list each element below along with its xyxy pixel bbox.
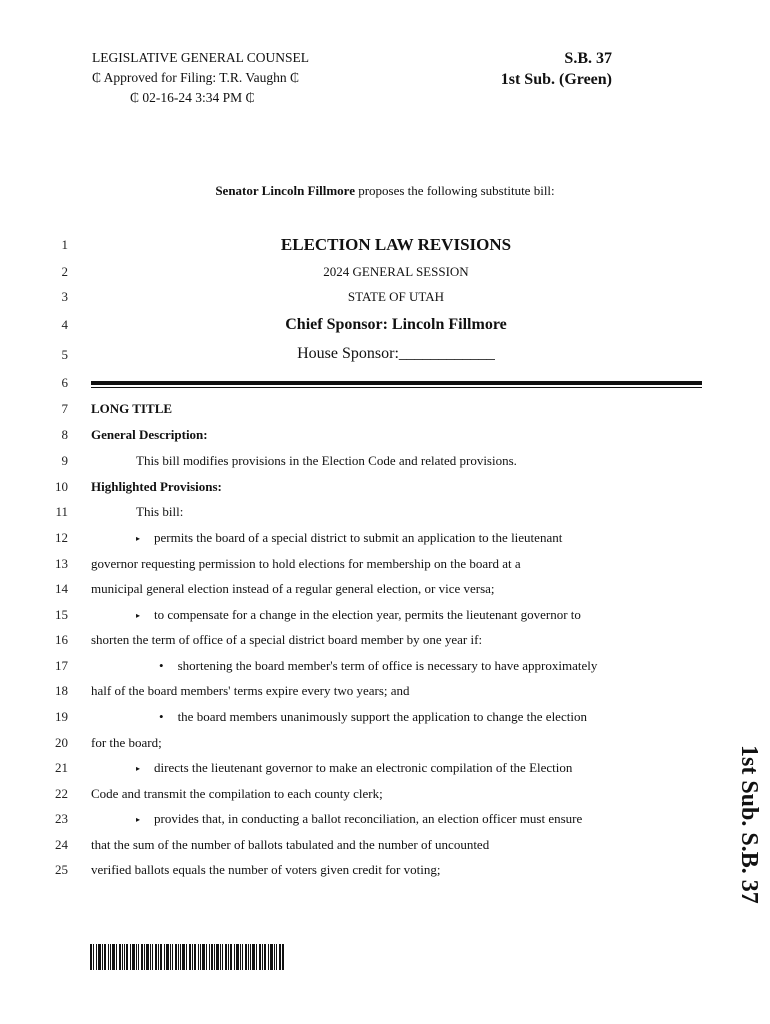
provision-text: shortening the board member's term of office is necessary to have approximately: [177, 658, 598, 673]
provision-line: shorten the term of office of a special district board member by one year if:: [91, 632, 483, 647]
line-number: 15: [55, 607, 68, 622]
provision-line: [91, 760, 748, 776]
line-number: 12: [55, 530, 68, 545]
provision-line: [91, 607, 748, 623]
provision-line: [91, 709, 770, 725]
line-number: 16: [55, 632, 68, 647]
line-number: 1: [61, 237, 68, 252]
long-title-heading: LONG TITLE: [91, 401, 173, 416]
provision-line: [91, 530, 748, 546]
substitute-label: 1st Sub. (Green): [500, 71, 612, 88]
house-sponsor: House Sponsor:____________: [297, 345, 495, 362]
counsel-label: LEGISLATIVE GENERAL COUNSEL: [92, 50, 309, 65]
triangle-bullet-icon: ▸: [136, 815, 141, 824]
provision-line: [91, 811, 748, 827]
line-number: 19: [55, 709, 68, 724]
provision-line: [91, 658, 770, 674]
line-number: 22: [55, 786, 68, 801]
bill-title: ELECTION LAW REVISIONS: [280, 235, 512, 254]
triangle-bullet-icon: ▸: [136, 534, 141, 543]
provision-line: Code and transmit the compilation to each county clerk;: [91, 786, 383, 801]
provision-text: provides that, in conducting a ballot reconciliation, an election officer must ensure: [154, 811, 583, 826]
bill-number: S.B. 37: [564, 50, 612, 67]
state-label: STATE OF UTAH: [347, 289, 445, 304]
line-number: 3: [61, 289, 68, 304]
approval-timestamp: ₵ 02-16-24 3:34 PM ₵: [130, 90, 255, 105]
line-number: 13: [55, 556, 68, 571]
provision-line: half of the board members' terms expire every two years; and: [91, 683, 410, 698]
line-number: 10: [55, 479, 68, 494]
header-left: [92, 48, 352, 108]
this-bill-text: This bill:: [136, 504, 184, 519]
bullet-icon: •: [159, 709, 164, 724]
substitute-statement: [0, 183, 770, 199]
line-number: 2: [61, 264, 68, 279]
header-right: [440, 48, 612, 90]
provision-line: municipal general election instead of a regular general election, or vice versa;: [91, 581, 495, 596]
line-number: 25: [55, 862, 68, 877]
vertical-bill-text: 1st Sub. S.B. 37: [736, 745, 762, 904]
triangle-bullet-icon: ▸: [136, 611, 141, 620]
line-number: 17: [55, 658, 68, 673]
line-number: 4: [61, 317, 68, 332]
chief-sponsor: Chief Sponsor: Lincoln Fillmore: [285, 316, 507, 333]
line-number: 6: [61, 375, 68, 390]
provision-text: directs the lieutenant governor to make an electronic compilation of the Election: [154, 760, 573, 775]
line-number: 9: [61, 453, 68, 468]
line-number: 21: [55, 760, 68, 775]
provision-line: governor requesting permission to hold elections for membership on the board at a: [91, 556, 521, 571]
title-rule-thin: [91, 387, 702, 388]
substitute-text: proposes the following substitute bill:: [354, 183, 555, 198]
substitute-sponsor: Senator Lincoln Fillmore: [215, 183, 355, 198]
general-description-heading: General Description:: [91, 427, 208, 442]
provision-line: for the board;: [91, 735, 162, 750]
provision-text: permits the board of a special district to submit an application to the lieutenant: [154, 530, 563, 545]
provision-line: that the sum of the number of ballots tabulated and the number of uncounted: [91, 837, 490, 852]
provision-line: verified ballots equals the number of voters given credit for voting;: [91, 862, 441, 877]
line-number: 23: [55, 811, 68, 826]
line-number: 7: [61, 401, 68, 416]
triangle-bullet-icon: ▸: [136, 764, 141, 773]
highlighted-provisions-heading: Highlighted Provisions:: [91, 479, 222, 494]
title-rule-thick: [91, 381, 702, 385]
vertical-bill-label: [700, 745, 770, 935]
line-number: 8: [61, 427, 68, 442]
line-number: 14: [55, 581, 68, 596]
line-number: 24: [55, 837, 68, 852]
line-number: 20: [55, 735, 68, 750]
approval-line: ₵ Approved for Filing: T.R. Vaughn ₵: [92, 70, 300, 85]
line-number: 5: [61, 347, 68, 362]
description-text: This bill modifies provisions in the Election Code and related provisions.: [136, 453, 517, 468]
provision-text: to compensate for a change in the election year, permits the lieutenant governor to: [154, 607, 581, 622]
line-number: 11: [55, 504, 68, 519]
bullet-icon: •: [159, 658, 164, 673]
barcode-image: [90, 944, 284, 970]
provision-text: the board members unanimously support the application to change the election: [177, 709, 587, 724]
session-label: 2024 GENERAL SESSION: [323, 264, 469, 279]
line-number: 18: [55, 683, 68, 698]
